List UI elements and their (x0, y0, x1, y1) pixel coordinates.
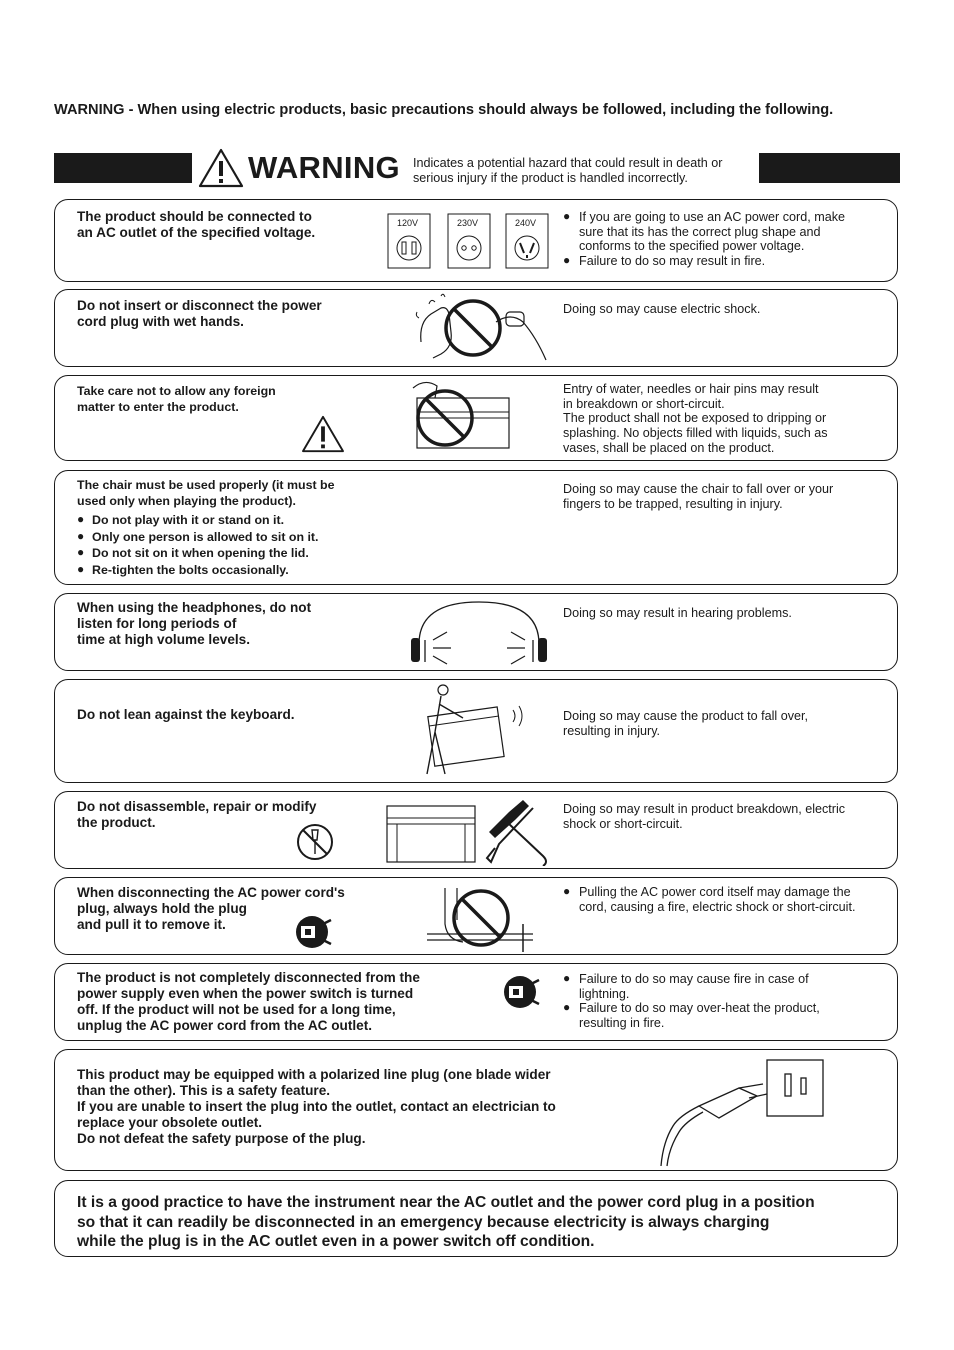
item-title: This product may be equipped with a polarized line plug (one blade wider than the other). This is a safety feature. If you are unable to insert the plug into the outlet, contact an electrician to replace your obsolete outlet. Do not defeat the safety purpose of the plug. (77, 1067, 556, 1146)
warning-item-wet-hands (54, 289, 898, 367)
no-disassembly-icon (295, 822, 335, 862)
warning-heading (198, 146, 400, 190)
unplug-icon (295, 914, 333, 950)
item-title: The product is not completely disconnected from the power supply even when the power switch is turned off. If the product will not be used for a long time, unplug the AC power cord from the AC outlet. (77, 970, 420, 1033)
item-description: Doing so may cause the product to fall over, resulting in injury. (563, 709, 809, 738)
warning-item-voltage (54, 199, 898, 282)
chair-rule: ● Do not play with it or stand on it. (77, 513, 335, 529)
item-description: Doing so may result in product breakdown, electric shock or short-circuit. (563, 802, 846, 831)
warning-item-chair (54, 470, 898, 585)
item-title: Do not lean against the keyboard. (77, 707, 295, 722)
item-title: Do not disassemble, repair or modify the product. (77, 799, 317, 830)
item-title: Take care not to allow any foreign matter to enter the product. (77, 384, 276, 414)
polarized-plug-icon (639, 1056, 829, 1168)
warning-item-foreign-matter (54, 375, 898, 461)
warning-description: Indicates a potential hazard that could result in death or serious injury if the product is handled incorrectly. (413, 156, 723, 185)
warning-item-outlet-access (54, 1180, 898, 1257)
warning-word: WARNING (248, 150, 400, 185)
svg-text:240V: 240V (515, 218, 537, 228)
svg-text:230V: 230V (457, 218, 479, 228)
header-bar-left (54, 153, 192, 183)
item-title: When disconnecting the AC power cord's plug, always hold the plug and pull it to remove it. (77, 885, 345, 932)
item-description: Doing so may result in hearing problems. (563, 606, 792, 620)
warning-item-polarized-plug (54, 1049, 898, 1171)
header-bar-right (759, 153, 900, 183)
outlet-types-icon (385, 212, 550, 270)
svg-text:120V: 120V (397, 218, 419, 228)
leaning-person-icon (413, 682, 533, 780)
item-description: Doing so may cause electric shock. (563, 302, 761, 316)
wet-hands-prohibited-icon (411, 292, 551, 364)
item-description: ● Pulling the AC power cord itself may damage the cord, causing a fire, electric shock or short-circuit. (563, 885, 863, 914)
warning-item-disconnect (54, 963, 898, 1041)
warning-triangle-icon (198, 147, 244, 189)
item-title: It is a good practice to have the instrument near the AC outlet and the power cord plug in a position so that it can readily be disconnected in an emergency because electricity is always charging while the plug is in the AC outlet even in a power switch off condition. (77, 1194, 815, 1250)
warning-item-disassemble (54, 791, 898, 869)
item-description: ● If you are going to use an AC power cord, make sure that its has the correct plug shape and conforms to the specified power voltage. ● Failure to do so may result in fire. (563, 210, 863, 269)
chair-rule: ● Do not sit on it when opening the lid. (77, 546, 335, 562)
item-description: ● Failure to do so may cause fire in case of lightning. ● Failure to do so may over-heat the product, resulting in fire. (563, 972, 853, 1031)
warning-item-lean (54, 679, 898, 783)
item-description: Doing so may cause the chair to fall over or your fingers to be trapped, resulting in injury. (563, 482, 834, 511)
chair-rule: ● Only one person is allowed to sit on it. (77, 530, 335, 546)
unplug-icon (503, 974, 541, 1010)
headphones-icon (407, 596, 551, 668)
item-title: The product should be connected to an AC outlet of the specified voltage. (77, 209, 316, 240)
intro-heading: WARNING - When using electric products, basic precautions should always be followed, including the following. (54, 102, 834, 118)
item-title: The chair must be used properly (it must be used only when playing the product). ● Do not play with it or stand on it. ● Only one person is allowed to sit on it. ● Do not sit on it when opening the lid. ● Re-tighten the bolts occasionally. (77, 478, 335, 578)
pull-cord-prohibited-icon (423, 884, 537, 952)
piano-tools-icon (383, 796, 555, 866)
caution-triangle-icon (301, 414, 345, 454)
item-title: Do not insert or disconnect the power cord plug with wet hands. (77, 298, 322, 329)
piano-liquid-prohibited-icon (405, 378, 515, 458)
item-description: Entry of water, needles or hair pins may result in breakdown or short-circuit. The product shall not be exposed to dripping or splashing. No objects filled with liquids, such as vases, shall be placed on the product. (563, 382, 828, 455)
chair-rule: ● Re-tighten the bolts occasionally. (77, 563, 335, 579)
warning-item-headphones (54, 593, 898, 671)
item-title: When using the headphones, do not listen for long periods of time at high volume levels. (77, 600, 312, 647)
warning-item-pull-plug (54, 877, 898, 955)
